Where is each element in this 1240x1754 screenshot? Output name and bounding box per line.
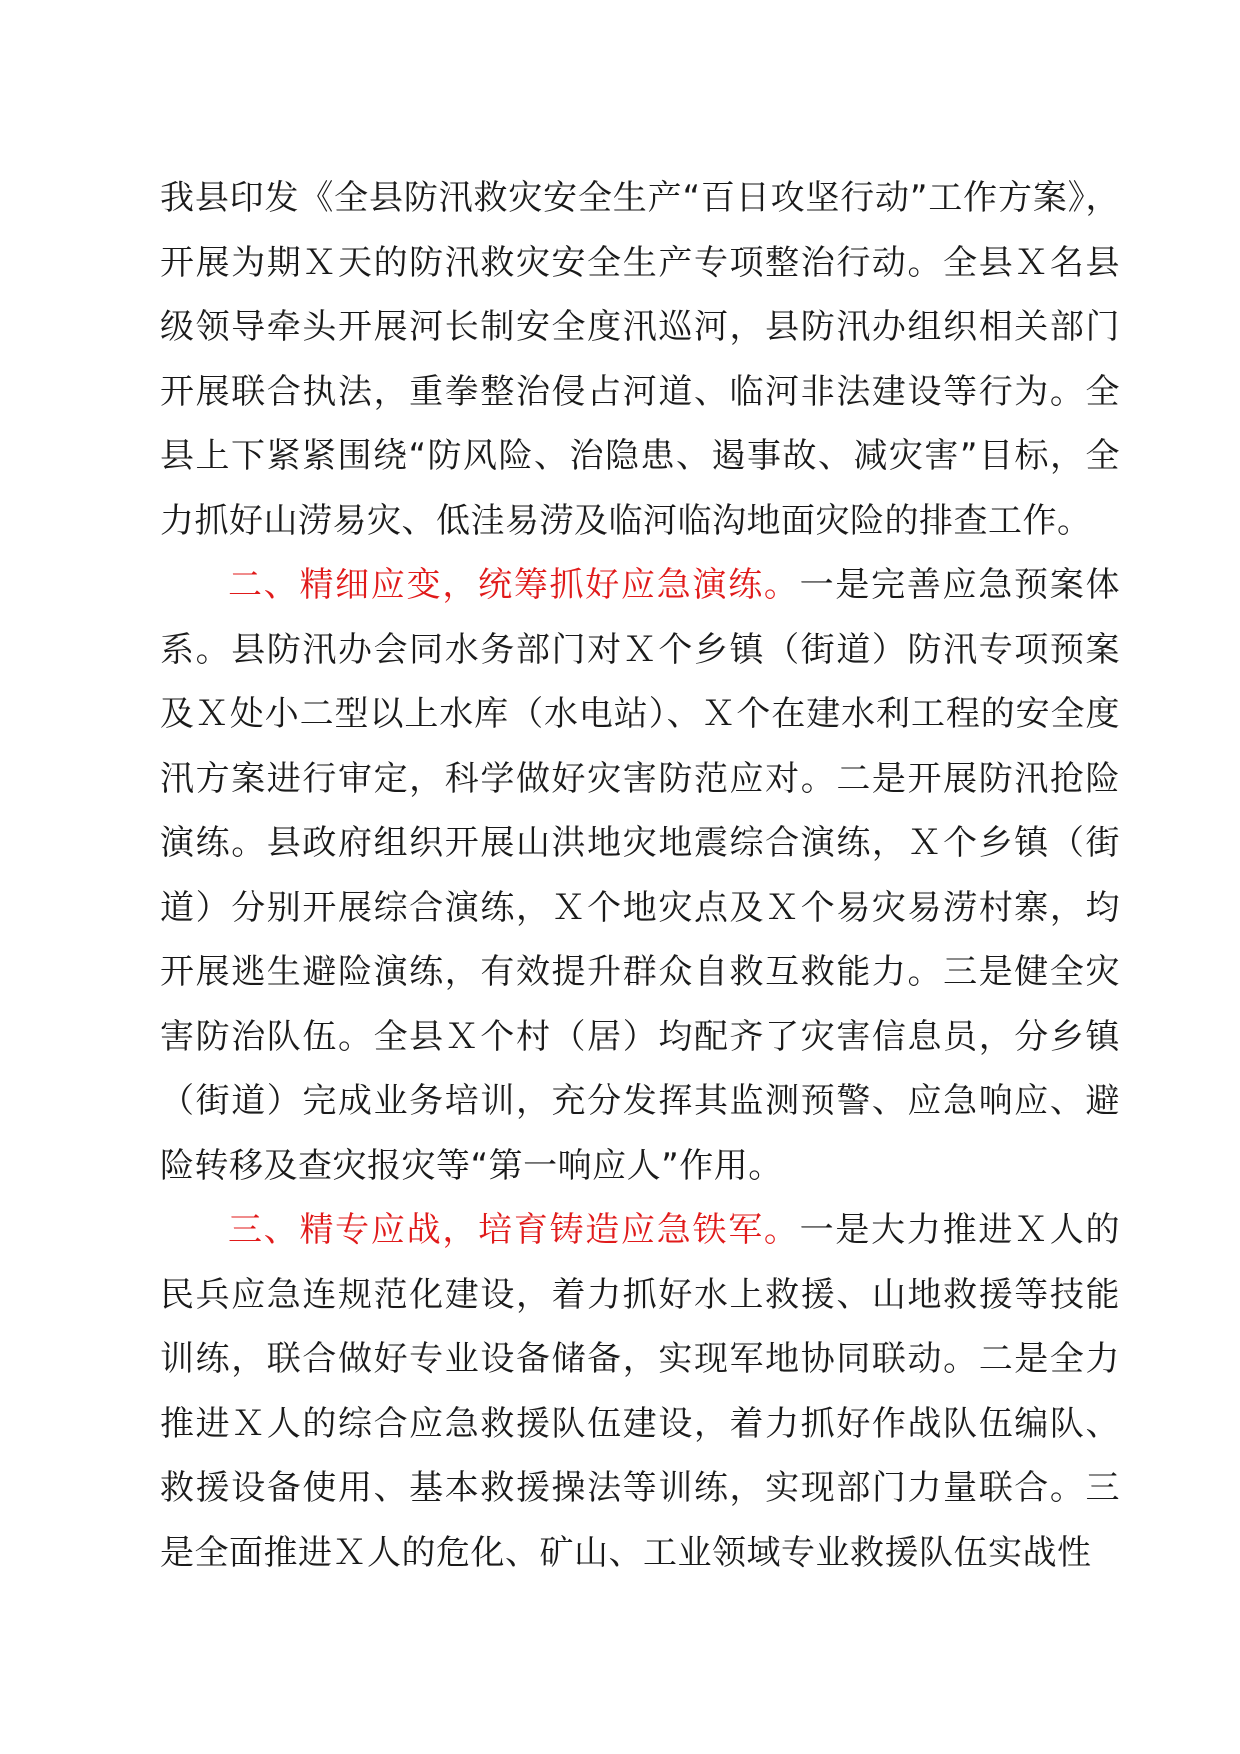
paragraph-section-3 (160, 1198, 1120, 1585)
paragraph-1: 我县印发《全县防汛救灾安全生产“百日攻坚行动”工作方案》，开展为期Ｘ天的防汛救灾安全生产专项整治行动。全县Ｘ名县级领导牵头开展河长制安全度汛巡河，县防汛办组织相关部门开展联合执法，重拳整治侵占河道、临河非法建设等行为。全县上下紧紧围绕“防风险、治隐患、遏事故、减灾害”目标，全力抓好山涝易灾、低洼易涝及临河临沟地面灾险的排查工作。 (160, 178, 1120, 541)
section-3-body: 一是大力推进Ｘ人的民兵应急连规范化建设，着力抓好水上救援、山地救援等技能训练，联合做好专业设备储备，实现军地协同联动。二是全力推进Ｘ人的综合应急救援队伍建设，着力抓好作战队伍编队、救援设备使用、基本救援操法等训练，实现部门力量联合。三是全面推进Ｘ人的危化、矿山、工业领域专业救援队伍实战性 (160, 1210, 1121, 1573)
section-2-heading: 二、精细应变，统筹抓好应急演练。 (228, 565, 800, 605)
paragraph-section-2 (160, 553, 1120, 1198)
section-3-heading: 三、精专应战，培育铸造应急铁军。 (228, 1210, 800, 1250)
section-2-body: 一是完善应急预案体系。县防汛办会同水务部门对Ｘ个乡镇（街道）防汛专项预案及Ｘ处小二型以上水库（水电站）、Ｘ个在建水利工程的安全度汛方案进行审定，科学做好灾害防范应对。二是开展防汛抢险演练。县政府组织开展山洪地灾地震综合演练，Ｘ个乡镇（街道）分别开展综合演练，Ｘ个地灾点及Ｘ个易灾易涝村寨，均开展逃生避险演练，有效提升群众自救互救能力。三是健全灾害防治队伍。全县Ｘ个村（居）均配齐了灾害信息员，分乡镇（街道）完成业务培训，充分发挥其监测预警、应急响应、避险转移及查灾报灾等“第一响应人”作用。 (160, 565, 1121, 1186)
document-body (160, 166, 1120, 1585)
